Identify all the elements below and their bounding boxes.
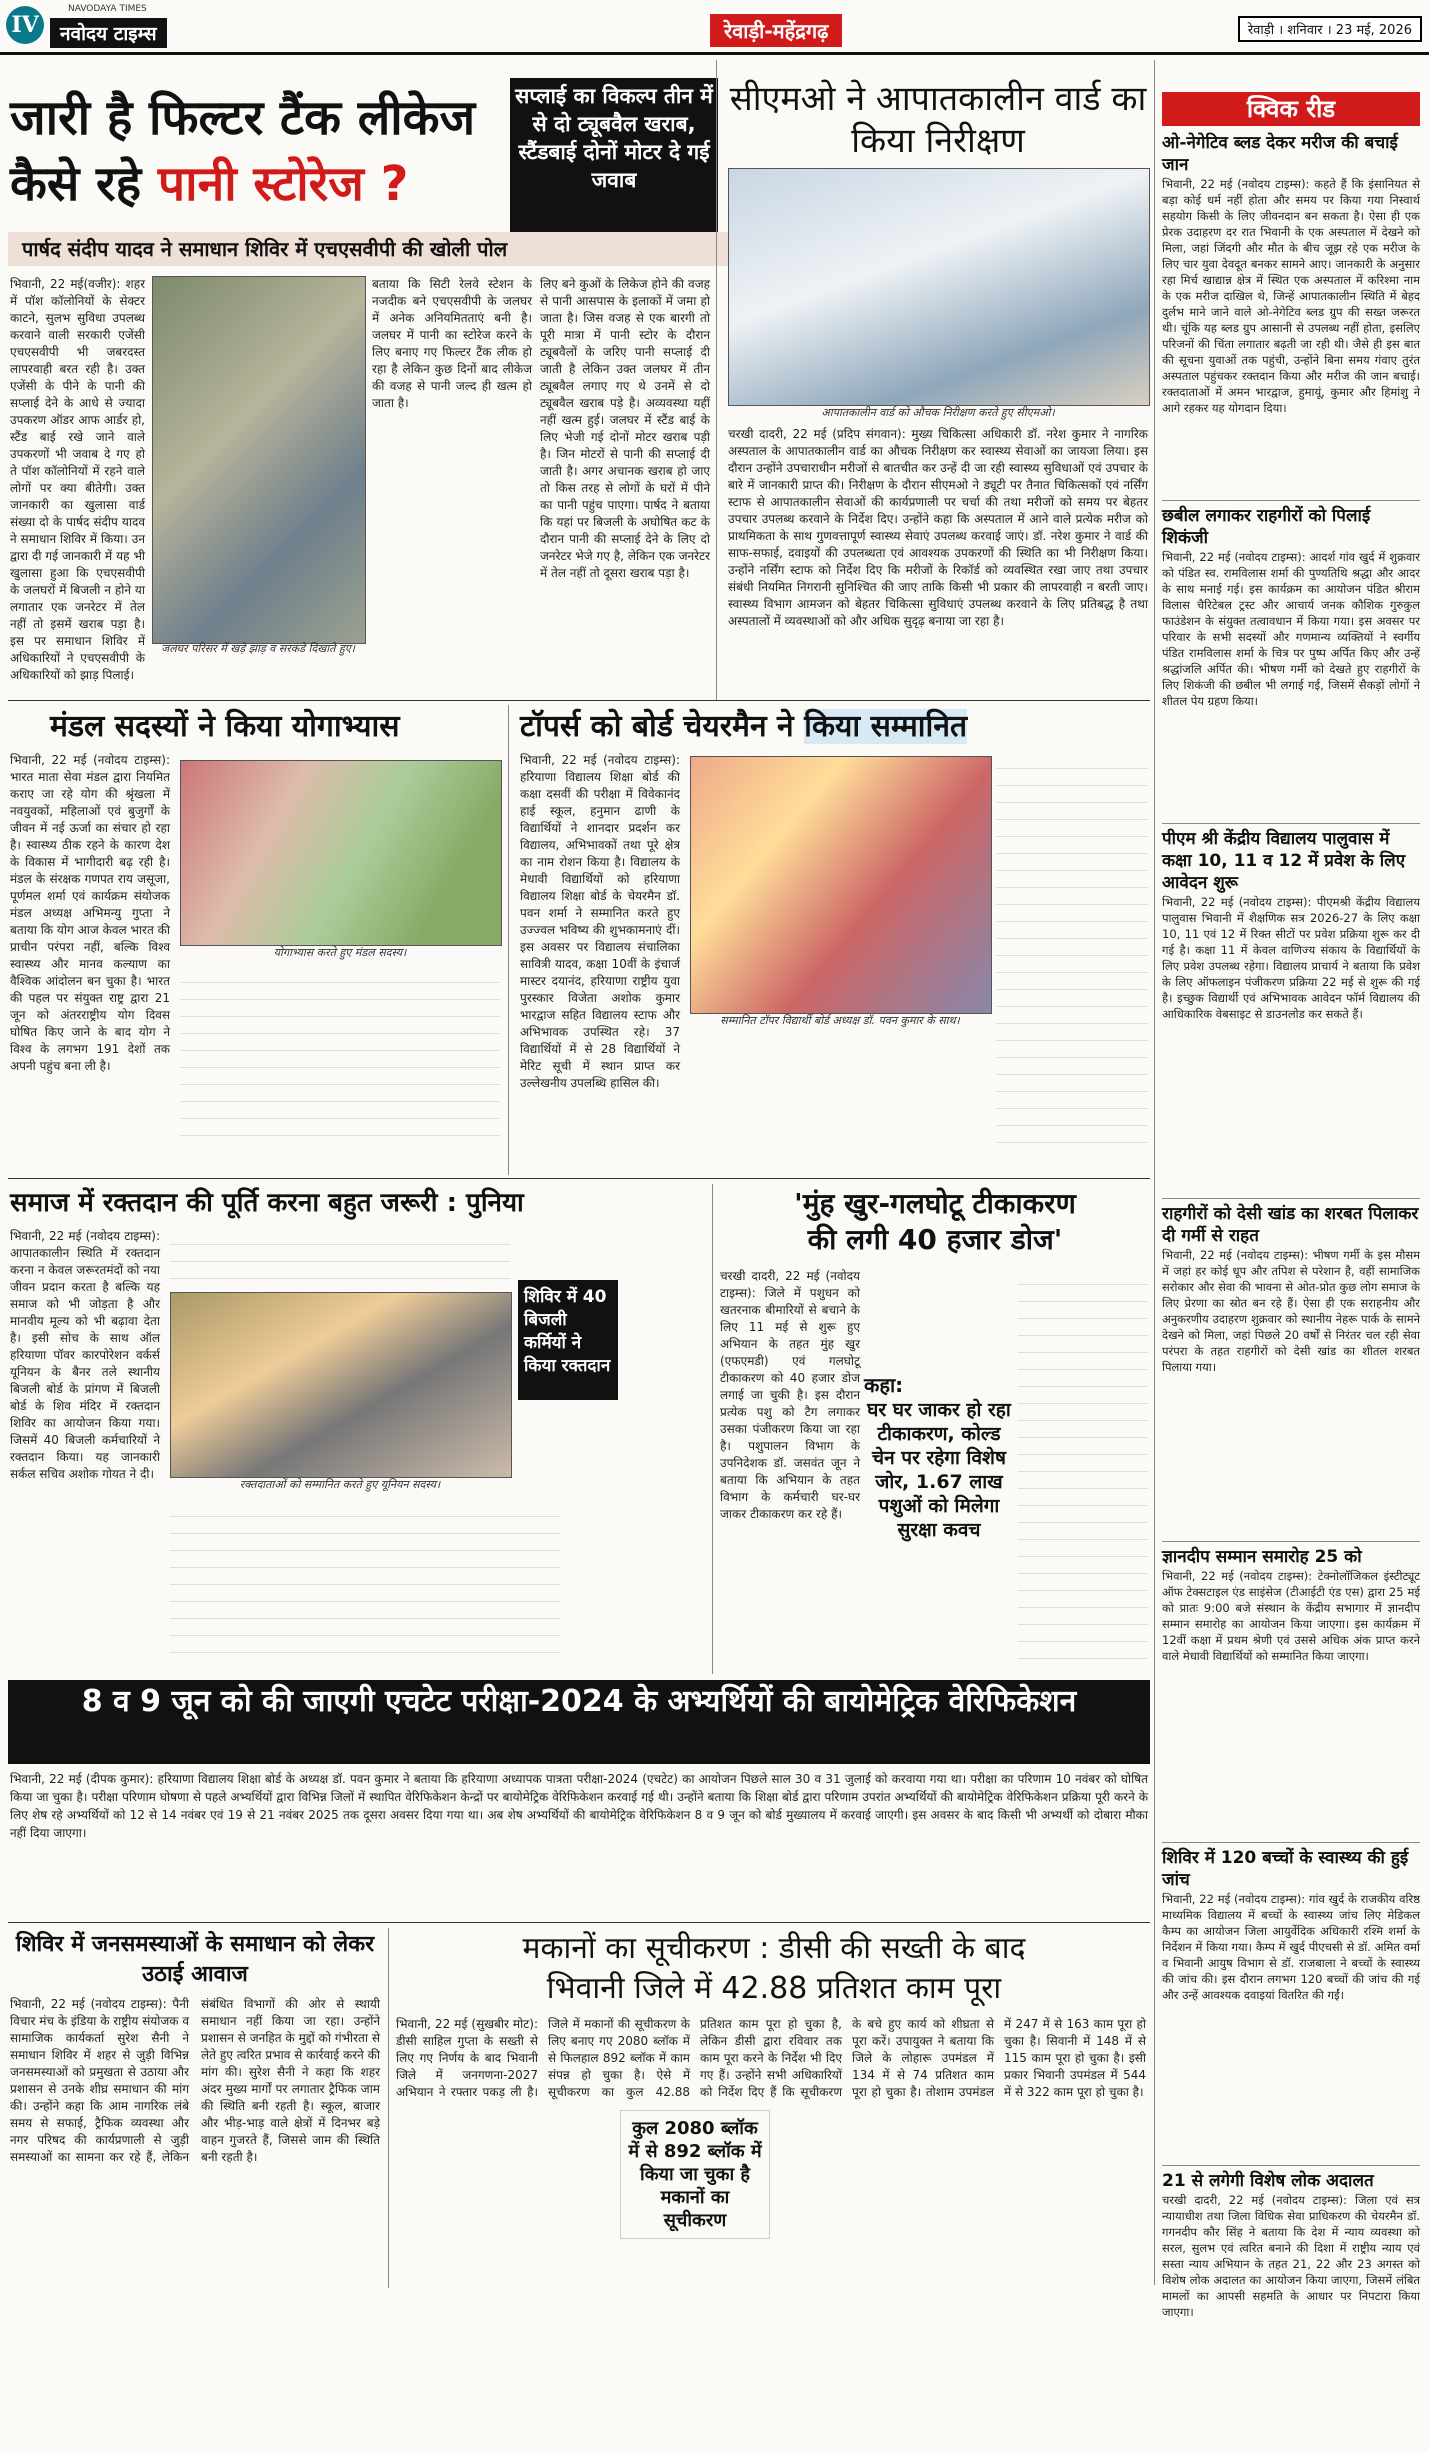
divider [8, 1922, 1150, 1923]
census-pull-quote: कुल 2080 ब्लॉक में से 892 ब्लॉक में किया जा चुका है मकानों का सूचीकरण [628, 2118, 762, 2231]
toppers-photo [690, 756, 992, 1014]
lead-photo [152, 276, 366, 644]
cmo-photo [728, 168, 1150, 406]
lead-headline-2b: पानी स्टोरेज ? [157, 156, 409, 212]
quick-read-headline: छबील लगाकर राहगीरों को पिलाई शिकंजी [1162, 506, 1371, 548]
quick-read-headline: ओ-नेगेटिव ब्लड देकर मरीज की बचाई जान [1162, 133, 1398, 175]
lead-col-4: लिए बने कुओं के लिकेज होने की वजह से पानी आसपास के इलाकों में जमा हो जाता है। जिस वजह से एक बारगी तो पूरी मात्रा में पानी स्टोर के दौरान ट्यूबवैलों के जरिए पानी सप्लाई दी जाती है लेकिन उक्त जलघर में तीन ट्यूबवैल लगाए गए थे उनमें से दो ट्यूबवैल खराब पड़े है। अव्यवस्था यहीं नहीं खत्म हुई। जलघर में स्टैंड बाई के लिए भेजी गई दोनों मोटर खराब पड़ी है। जिन मोटरों से पानी की सप्लाई दी जाती है। अगर अचानक खराब हो जाए तो किस तरह से लोगों के घरों में पीने का पानी पहुंच पाएगा। पार्षद ने बताया कि यहां पर बिजली के अघोषित कट के दौरान पानी की सप्लाई देने के लिए दो जनरेटर भेजे गए है, लेकिन एक जनरेटर में तेल नहीं तो दूसरा खराब पड़ा है। [540, 277, 710, 580]
toppers-headline-a: टॉपर्स को बोर्ड चेयरमैन ने [520, 709, 794, 744]
lead-headline-1: जारी है फिल्टर टैंक लीकेज [10, 90, 476, 146]
yoga-body-cont [180, 966, 500, 1152]
divider [716, 60, 717, 700]
divider [508, 705, 509, 1175]
quick-read-item [1162, 828, 1420, 1194]
dateline: रेवाड़ी । शनिवार । 23 मई, 2026 [1238, 16, 1422, 42]
yoga-photo [180, 760, 502, 946]
quick-read-headline: ज्ञानदीप सम्मान समारोह 25 को [1162, 1547, 1362, 1567]
blood-photo-caption: रक्तदाताओं को सम्मानित करते हुए यूनियन सदस्य। [239, 1478, 441, 1491]
blood-body-cont [170, 1228, 510, 1288]
banner-headline: 8 व 9 जून को की जाएगी एचटेट परीक्षा-2024 के अभ्यर्थियों की बायोमेट्रिक वेरिफिकेशन [8, 1680, 1150, 1764]
lead-col-3: बताया कि सिटी रेलवे स्टेशन के नजदीक बने एचएसवीपी के जलघर में अनेक अनियमितताएं बनी है। जलघर में पानी का स्टोरेज करने के लिए बनाए गए फिल्टर टैंक लीक हो रहा है लेकिन कुछ दिनों बाद लीकेज की वजह से पानी जल्द ही खत्म हो जाता है। [372, 277, 532, 410]
vaccine-headline-1: 'मुंह खुर-गलघोटू टीकाकरण [794, 1187, 1076, 1220]
census-pull-box [620, 2110, 770, 2239]
census-headline-2: भिवानी जिले में 42.88 प्रतिशत काम पूरा [546, 1971, 1002, 2006]
divider [1162, 2165, 1420, 2166]
blood-body: भिवानी, 22 मई (नवोदय टाइम्स): आपातकालीन स्थिति में रक्तदान करना न केवल जरूरतमंदों को नया जीवन प्रदान करता है बल्कि यह समाज को भी जोड़ता है और मानवीय मूल्य को भी बढ़ावा देता है। इसी सोच के साथ ऑल हरियाणा पॉवर कारपोरेशन वर्कर्स यूनियन के बैनर तले स्थानीय बिजली बोर्ड के प्रांगण में बिजली बोर्ड के शिव मंदिर में रक्तदान शिविर का आयोजन किया गया। जिसमें 40 बिजली कर्मचारियों ने रक्तदान किया। यह जानकारी सर्कल सचिव अशोक गोयत ने दी। [10, 1229, 160, 1481]
cmo-photo-caption: आपातकालीन वार्ड को औचक निरीक्षण करते हुए सीएमओ। [821, 406, 1055, 419]
vaccine-body-cont [1018, 1268, 1148, 1668]
paper-name: नवोदय टाइम्स [50, 18, 167, 48]
yoga-headline: मंडल सदस्यों ने किया योगाभ्यास [50, 709, 400, 744]
quick-read-column [1162, 132, 1420, 2319]
yoga-photo-caption: योगाभ्यास करते हुए मंडल सदस्य। [273, 946, 407, 959]
lead-headline-2 [10, 156, 570, 212]
quick-read-item [1162, 1546, 1420, 1838]
divider [1162, 823, 1420, 824]
divider [8, 700, 1150, 701]
blood-headline: समाज में रक्तदान की पूर्ति करना बहुत जरूरी : पुनिया [10, 1188, 524, 1218]
quick-read-body: चरखी दादरी, 22 मई (नवोदय टाइम्स): जिला एवं सत्र न्यायाधीश तथा जिला विधिक सेवा प्राधिकरण की चेयरमैन डॉ. गगनदीप कौर सिंह ने बताया कि देश में न्याय व्यवस्था को सरल, सुलभ एवं त्वरित बनाने की दिशा में राष्ट्रीय न्याय एवं सस्ता न्याय अभियान के तहत 21, 22 और 23 अगस्त को विशेष लोक अदालत का आयोजन किया जाएगा, जिसमें लंबित मामलों का आपसी सहमति के आधार पर निपटारा किया जाएगा। [1162, 2193, 1420, 2319]
quick-read-body: भिवानी, 22 मई (नवोदय टाइम्स): आदर्श गांव खुर्द में शुक्रवार को पंडित स्व. रामविलास शर्मा की पुण्यतिथि श्रद्धा और आदर के साथ मनाई गई। इस कार्यक्रम का आयोजन पंडित श्रीराम विलास चैरिटेबल ट्रस्ट और आचार्य जनक कौशिक गुरुकुल फाउंडेशन के संयुक्त तत्वावधान में किया गया। इस अवसर पर परिवार के सभी सदस्यों और गणमान्य व्यक्तियों ने स्वर्गीय पंडित रामविलास शर्मा के चित्र पर पुष्प अर्पित किए और उन्हें श्रद्धांजलि अर्पित की। भीषण गर्मी को देखते हुए राहगीरों के लिए शिकंजी की छबील भी लगाई गई, जिसमें सैकड़ों लोगों ने शीतल पेय ग्रहण किया। [1162, 550, 1420, 708]
divider [1154, 60, 1155, 2285]
quick-read-item [1162, 1203, 1420, 1537]
quick-read-body: भिवानी, 22 मई (नवोदय टाइम्स): भीषण गर्मी के इस मौसम में जहां हर कोई धूप और तपिश से परेशान है, वहीं सामाजिक सरोकार और सेवा की भावना से ओत-प्रोत कुछ लोग समाज के लिए प्रेरणा का स्रोत बन रहे हैं। ऐसा ही एक सराहनीय और अनुकरणीय उदाहरण शुक्रवार को स्थानीय नेहरू पार्क के सामने देखने को मिला, जहां पिछले 20 वर्षों से निरंतर चल रही सेवा परंपरा के तहत राहगीरों को देसी खांड का शीतल शरबत पिलाया गया। [1162, 1248, 1420, 1374]
toppers-headline [520, 708, 1150, 746]
divider [1162, 1198, 1420, 1199]
quick-read-headline: पीएम श्री केंद्रीय विद्यालय पालुवास में कक्षा 10, 11 व 12 में प्रवेश के लिए आवेदन शुरू [1162, 829, 1406, 893]
quick-read-item [1162, 505, 1420, 819]
divider [1162, 500, 1420, 501]
quick-read-item [1162, 2170, 1420, 2452]
lead-box: सप्लाई का विकल्प तीन में से दो ट्यूबवैल खराब, स्टैंडबाई दोनों मोटर दे गई जवाब [510, 78, 718, 236]
census-body: भिवानी, 22 मई (सुखबीर मोट): डीसी साहिल गुप्ता के सख्ती से लिए गए निर्णय के बाद भिवानी जिले में जनगणना-2027 अभियान ने रफ्तार पकड़ ली है। जिले में मकानों की सूचीकरण के लिए बनाए गए 2080 ब्लॉक में से फिलहाल 892 ब्लॉक में काम संपन्न हो चुका है। ऐसे में सूचीकरण का कुल 42.88 प्रतिशत काम पूरा हो चुका है, लेकिन डीसी द्वारा रविवार तक काम पूरा करने के निर्देश भी दिए गए हैं। उन्होंने सभी अधिकारियों को निर्देश दिए हैं कि सूचीकरण के बचे हुए कार्य को शीघ्रता से पूरा करें। उपायुक्त ने बताया कि जिले के लोहारू उपमंडल में 134 में से 74 प्रतिशत काम पूरा हो चुका है। तोशाम उपमंडल में 247 में से 163 काम पूरा हो चुका है। सिवानी में 148 में से 115 काम पूरा हो चुका है। इसी प्रकार भिवानी उपमंडल में 544 में से 322 काम पूरा हो चुका है। [396, 2017, 1146, 2099]
vaccine-pull-label: कहा: [864, 1373, 904, 1397]
lead-col-1: भिवानी, 22 मई(वजीर): शहर में पॉश कॉलोनियों के सेक्टर काटने, सुलभ सुविधा उपलब्ध करवाने वाली सरकारी एजेंसी एचएसवीपी भी जबरदस्त लापरवाही बरत रही है। उक्त एजेंसी के पीने के पानी की सप्लाई देने के आधे से ज्यादा उपकरण ऑडर आफ आर्डर हो, स्टैंड बाई रखे जाने वाले उपकरणों भी जवाब दे गए हो ते पॉश कॉलोनियों में रहने वाले लोगों पर क्या बीतेगी। उक्त जानकारी का खुलासा वार्ड संख्या दो के पार्षद संदीप यादव ने समाधान शिविर में किया। उन द्वारा दी गई जानकारी में यह भी खुलासा हुआ कि एचएसवीपी के जलघरों में बिजली न होने या लगातार एक जनरेटर में तेल नहीं तो इसमें खराब पड़ा है। इस पर समाधान शिविर में अधिकारियों ने एचएसवीपी के अधिकारियों को झाड़ पिलाई। [10, 277, 145, 682]
quick-read-body: भिवानी, 22 मई (नवोदय टाइम्स): पीएमश्री केंद्रीय विद्यालय पालुवास भिवानी में शैक्षणिक सत्र 2026-27 के लिए कक्षा 10, 11 एवं 12 में रिक्त सीटों पर प्रवेश प्रक्रिया शुरू कर दी गई है। कक्षा 11 में केवल वाणिज्य संकाय के विद्यार्थियों के लिए प्रवेश उपलब्ध रहेगा। विद्यालय प्राचार्य ने बताया कि प्रवेश के लिए ऑफलाइन पंजीकरण प्रक्रिया 22 मई से शुरू की गई है। इच्छुक विद्यार्थी एवं अभिभावक आवेदन फॉर्म विद्यालय की आधिकारिक वेबसाइट से डाउनलोड कर सकते हैं। [1162, 895, 1420, 1021]
camp-headline: शिविर में जनसमस्याओं के समाधान को लेकर उठाई आवाज [15, 1932, 375, 1987]
toppers-photo-caption: सम्मानित टॉपर विद्यार्थी बोर्ड अध्यक्ष डॉ. पवन कुमार के साथ। [720, 1014, 960, 1027]
yoga-body: भिवानी, 22 मई (नवोदय टाइम्स): भारत माता सेवा मंडल द्वारा नियमित कराए जा रहे योग की श्रृंखला में नवयुवकों, महिलाओं एवं बुजुर्गों के जीवन में नई ऊर्जा का संचार हो रहा है। स्वास्थ्य ठीक रहने के कारण देश के विकास में भागीदारी बढ़ रही है। मंडल के संरक्षक गणपत राय जसूजा, पूर्णमल शर्मा एवं कार्यक्रम संयोजक मंडल अध्यक्ष अभिमन्यु गुप्ता ने बताया कि योग आज केवल भारत की प्राचीन परंपरा नहीं, बल्कि विश्व स्वास्थ्य और मानव कल्याण का वैश्विक आंदोलन बन चुका है। भारत की पहल पर संयुक्त राष्ट्र द्वारा 21 जून को अंतरराष्ट्रीय योग दिवस घोषित किए जाने के बाद योग ने विश्व के लगभग 191 देशों तक अपनी पहुंच बना ली है। [10, 753, 170, 1073]
quick-read-title: क्विक रीड [1162, 92, 1420, 126]
toppers-body: भिवानी, 22 मई (नवोदय टाइम्स): हरियाणा विद्यालय शिक्षा बोर्ड की कक्षा दसवीं की परीक्षा में विवेकानंद हाई स्कूल, हनुमान ढाणी के विद्यार्थियों ने शानदार प्रदर्शन कर विद्यालय, अभिभावकों तथा पूरे क्षेत्र का नाम रोशन किया है। विद्यालय के मेधावी विद्यार्थियों को हरियाणा विद्यालय शिक्षा बोर्ड के चेयरमैन डॉ. पवन शर्मा ने सम्मानित करते हुए उज्ज्वल भविष्य की शुभकामनाएं दीं। इस अवसर पर विद्यालय संचालिका सावित्री यादव, कक्षा 10वीं के इंचार्ज मास्टर दयानंद, हरियाणा राष्ट्रीय युवा पुरस्कार विजेता अशोक कुमार भारद्वाज सहित विद्यालय स्टाफ और अभिभावक उपस्थित रहे। 37 विद्यार्थियों में से 28 विद्यार्थियों ने मेरिट सूची में स्थान प्राप्त कर उल्लेखनीय उपलब्धि हासिल की। [520, 753, 680, 1090]
vaccine-body: चरखी दादरी, 22 मई (नवोदय टाइम्स): जिले में पशुधन को खतरनाक बीमारियों से बचाने के लिए 11 मई से शुरू हुए अभियान के तहत मुंह खुर (एफएमडी) एवं गलघोटू टीकाकरण को 40 हजार डोज लगाई जा चुकी है। इस दौरान प्रत्येक पशु को टैग लगाकर उसका पंजीकरण किया जा रहा है। पशुपालन विभाग के उपनिदेशक डॉ. जसवंत जून ने बताया कि अभियान के तहत विभाग के कर्मचारी घर-घर जाकर टीकाकरण कर रहे हैं। [720, 1269, 860, 1521]
lead-photo-caption: जलघर परिसर में खड़े झाड़ व सरकंडे दिखाते हुए। [161, 642, 355, 655]
quick-read-headline: शिविर में 120 बच्चों के स्वास्थ्य की हुई जांच [1162, 1848, 1409, 1890]
quick-read-body: भिवानी, 22 मई (नवोदय टाइम्स): गांव खुर्द के राजकीय वरिष्ठ माध्यमिक विद्यालय में बच्चों के स्वास्थ्य जांच लिए मेडिकल कैम्प का आयोजन जिला आयुर्वेदिक अधिकारी रश्मि शर्मा के निर्देशन में किया गया। कैम्प में खुर्द पीएचसी से डॉ. अमित वर्मा व भिवानी आयुष विभाग से डॉ. राजबाला ने बच्चों के स्वास्थ्य की जांच की। इस दौरान लगभग 120 बच्चों की जांच की गई और उन्हें आवश्यक दवाइयां वितरित की गईं। [1162, 1892, 1420, 2002]
divider [712, 1184, 713, 1674]
quick-read-headline: 21 से लगेगी विशेष लोक अदालत [1162, 2171, 1374, 2191]
quick-read-item [1162, 1847, 1420, 2161]
divider [1162, 1541, 1420, 1542]
page-number: IV [6, 6, 44, 44]
divider [388, 1928, 389, 2288]
masthead [50, 4, 1422, 48]
vaccine-pull-quote: घर घर जाकर हो रहा टीकाकरण, कोल्ड चेन पर रहेगा विशेष जोर, 1.67 लाख पशुओं को मिलेगा सुरक्षा कवच [867, 1399, 1011, 1541]
blood-photo [170, 1292, 512, 1478]
quick-read-body: भिवानी, 22 मई (नवोदय टाइम्स): कहते हैं कि इंसानियत से बड़ा कोई धर्म नहीं होता और समय पर किया गया निस्वार्थ सहयोग किसी के लिए जीवनदान बन सकता है। ऐसा ही एक प्रेरक उदाहरण दर रात भिवानी के एक अस्पताल में देखने को मिला, जहां जिंदगी और मौत के बीच जूझ रहे एक मरीज के लिए चार युवा देवदूत बनकर सामने आए। जानकारी के अनुसार रहा मिर्च खाद्यान्न क्षेत्र में स्थित एक अस्पताल में करिश्मा नाम के एक मरीज दाखिल थे, जिन्हें आपातकालीन स्थिति में बेहद दुर्लभ माने जाने वाले ओ-नेगेटिव ब्लड ग्रुप की सख्त जरूरत थी। चूंकि यह ब्लड ग्रुप आसानी से उपलब्ध नहीं होता, इसलिए परिजनों की चिंता लगातार बढ़ती जा रही थी। जैसे ही इस बात की सूचना युवाओं तक पहुंची, उन्होंने बिना समय गंवाए तुरंत अस्पताल पहुंचकर रक्तदान किया और मरीज की जान बचाई। रक्तदाताओं में अमन भारद्वाज, हुमायूं, कुमार और हिमांशु ने आगे रहकर यह योगदान दिया। [1162, 177, 1420, 415]
cmo-headline: सीएमओ ने आपातकालीन वार्ड का किया निरीक्षण [729, 79, 1147, 161]
divider [8, 1178, 1150, 1179]
top-rule [0, 52, 1429, 55]
camp-body: भिवानी, 22 मई (नवोदय टाइम्स): पैनी विचार मंच के इंडिया के राष्ट्रीय संयोजक व सामाजिक कार्यकर्ता सुरेश सैनी ने समाधान शिविर में शहर से जुड़ी विभिन्न जनसमस्याओं को प्रमुखता से उठाया और प्रशासन से उनके शीघ्र समाधान की मांग की। उन्होंने कहा कि आम नागरिक लंबे समय से सफाई, ट्रैफिक व्यवस्था और नगर परिषद की कार्यप्रणाली से जुड़ी समस्याओं का सामना कर रहे हैं, लेकिन संबंधित विभागों की ओर से स्थायी समाधान नहीं किया जा रहा। उन्होंने प्रशासन से जनहित के मुद्दों को गंभीरता से लेते हुए त्वरित प्रभाव से कार्रवाई करने की मांग की। सुरेश सैनी ने कहा कि शहर अंदर मुख्य मार्गों पर लगातार ट्रैफिक जाम की स्थिति बनी रहती है। स्कूल, बाजार और भीड़-भाड़ वाले क्षेत्रों में दिनभर बड़े वाहन गुजरते हैं, जिससे जाम की स्थिति बनी रहती है। [10, 1997, 380, 2164]
lead-headline-2a: कैसे रहे [10, 156, 142, 212]
lead-subhead: पार्षद संदीप यादव ने समाधान शिविर में एचएसवीपी की खोली पोल [8, 232, 736, 266]
blood-body-cont-2 [170, 1500, 560, 1668]
cmo-body: चरखी दादरी, 22 मई (प्रदिप संगवान): मुख्य चिकित्सा अधिकारी डॉ. नरेश कुमार ने नागरिक अस्पताल के आपातकालीन वार्ड का औचक निरीक्षण कर स्वास्थ्य सेवाओं का जायजा लिया। इस दौरान उन्होंने उपचाराधीन मरीजों से बातचीत कर उन्हें दी जा रही स्वास्थ्य सुविधाओं एवं उपचार के बारे में जानकारी प्राप्त की। निरीक्षण के दौरान सीएमओ ने ड्यूटी पर तैनात चिकित्सकों एवं नर्सिंग स्टाफ से आपातकालीन सेवाओं की कार्यप्रणाली पर चर्चा की तथा मरीजों को समय पर बेहतर उपचार उपलब्ध करवाने के निर्देश दिए। उन्होंने कहा कि अस्पताल में आने वाले प्रत्येक मरीज को प्राथमिकता के साथ गुणवत्तापूर्ण स्वास्थ्य सेवाएं उपलब्ध करवाई जाएं। डॉ. नरेश कुमार ने वार्ड की साफ-सफाई, दवाइयों की उपलब्धता एवं आवश्यक उपकरणों की स्थिति का भी निरीक्षण किया। उन्होंने नर्सिंग स्टाफ को निर्देश दिए कि मरीजों के रिकॉर्ड को व्यवस्थित रखा जाए तथा उपचार संबंधी नियमित निगरानी सुनिश्चित की जाए ताकि किसी भी प्रकार की लापरवाही न बरती जाए। स्वास्थ्य विभाग आमजन को बेहतर चिकित्सा सुविधाएं उपलब्ध करवाने के लिए प्रतिबद्ध है तथा अस्पतालों में व्यवस्थाओं को और अधिक सुदृढ़ बनाया जा रहा है। [728, 427, 1149, 628]
toppers-headline-b: किया सम्मानित [804, 709, 968, 744]
census-headline-1: मकानों का सूचीकरण : डीसी की सख्ती के बाद [522, 1931, 1026, 1966]
quick-read-item [1162, 132, 1420, 496]
divider [1162, 1842, 1420, 1843]
toppers-body-cont [996, 752, 1148, 1152]
small-title: NAVODAYA TIMES [68, 4, 147, 14]
edition-label: रेवाड़ी-महेंद्रगढ़ [710, 14, 842, 47]
blood-side-box: शिविर में 40 बिजली कर्मियों ने किया रक्तदान [518, 1280, 618, 1400]
quick-read-headline: राहगीरों को देसी खांड का शरबत पिलाकर दी गर्मी से राहत [1162, 1204, 1419, 1246]
vaccine-pull-box [864, 1372, 1014, 1542]
quick-read-body: भिवानी, 22 मई (नवोदय टाइम्स): टेक्नोलॉजिकल इंस्टीट्यूट ऑफ टेक्सटाइल एंड साइंसेज (टीआईटी एंड एस) द्वारा 25 मई को प्रातः 9:00 बजे संस्थान के केंद्रीय सभागार में ज्ञानदीप सम्मान समारोह का आयोजन किया जाएगा। इस कार्यक्रम में 12वीं कक्षा में प्रथम श्रेणी एवं उससे अधिक अंक प्राप्त करने वाले मेधावी विद्यार्थियों को सम्मानित किया जाएगा। [1162, 1569, 1420, 1663]
vaccine-headline-2: की लगी 40 हजार डोज' [807, 1223, 1063, 1256]
banner-body: भिवानी, 22 मई (दीपक कुमार): हरियाणा विद्यालय शिक्षा बोर्ड के अध्यक्ष डॉ. पवन कुमार ने बताया कि हरियाणा अध्यापक पात्रता परीक्षा-2024 (एचटेट) का आयोजन पिछले साल 30 व 31 जुलाई को करवाया गया था। परीक्षा का परिणाम 10 नवंबर को घोषित किया जा चुका है। परीक्षा परिणाम घोषणा से पहले अभ्यर्थियों द्वारा विभिन्न जिलों में स्थापित वेरिफिकेशन केन्द्रों पर बायोमेट्रिक वेरिफिकेशन करवाई गई थी। उन्होंने बताया कि शिक्षा बोर्ड द्वारा परिणाम उपरांत अभ्यर्थियों की बायोमेट्रिक वेरिफिकेशन प्रक्रिया पूरी करने के लिए शेष रहे अभ्यर्थियों को 12 से 14 नवंबर एवं 19 से 21 नवंबर 2025 तक दूसरा अवसर दिया गया था। अब शेष अभ्यर्थियों की बायोमेट्रिक वेरिफिकेशन 8 व 9 जून को बोर्ड मुख्यालय में करवाई जाएगी। इस अवसर के बाद किसी भी अभ्यर्थी को दोबारा मौका नहीं दिया जाएगा। [10, 1772, 1148, 1840]
